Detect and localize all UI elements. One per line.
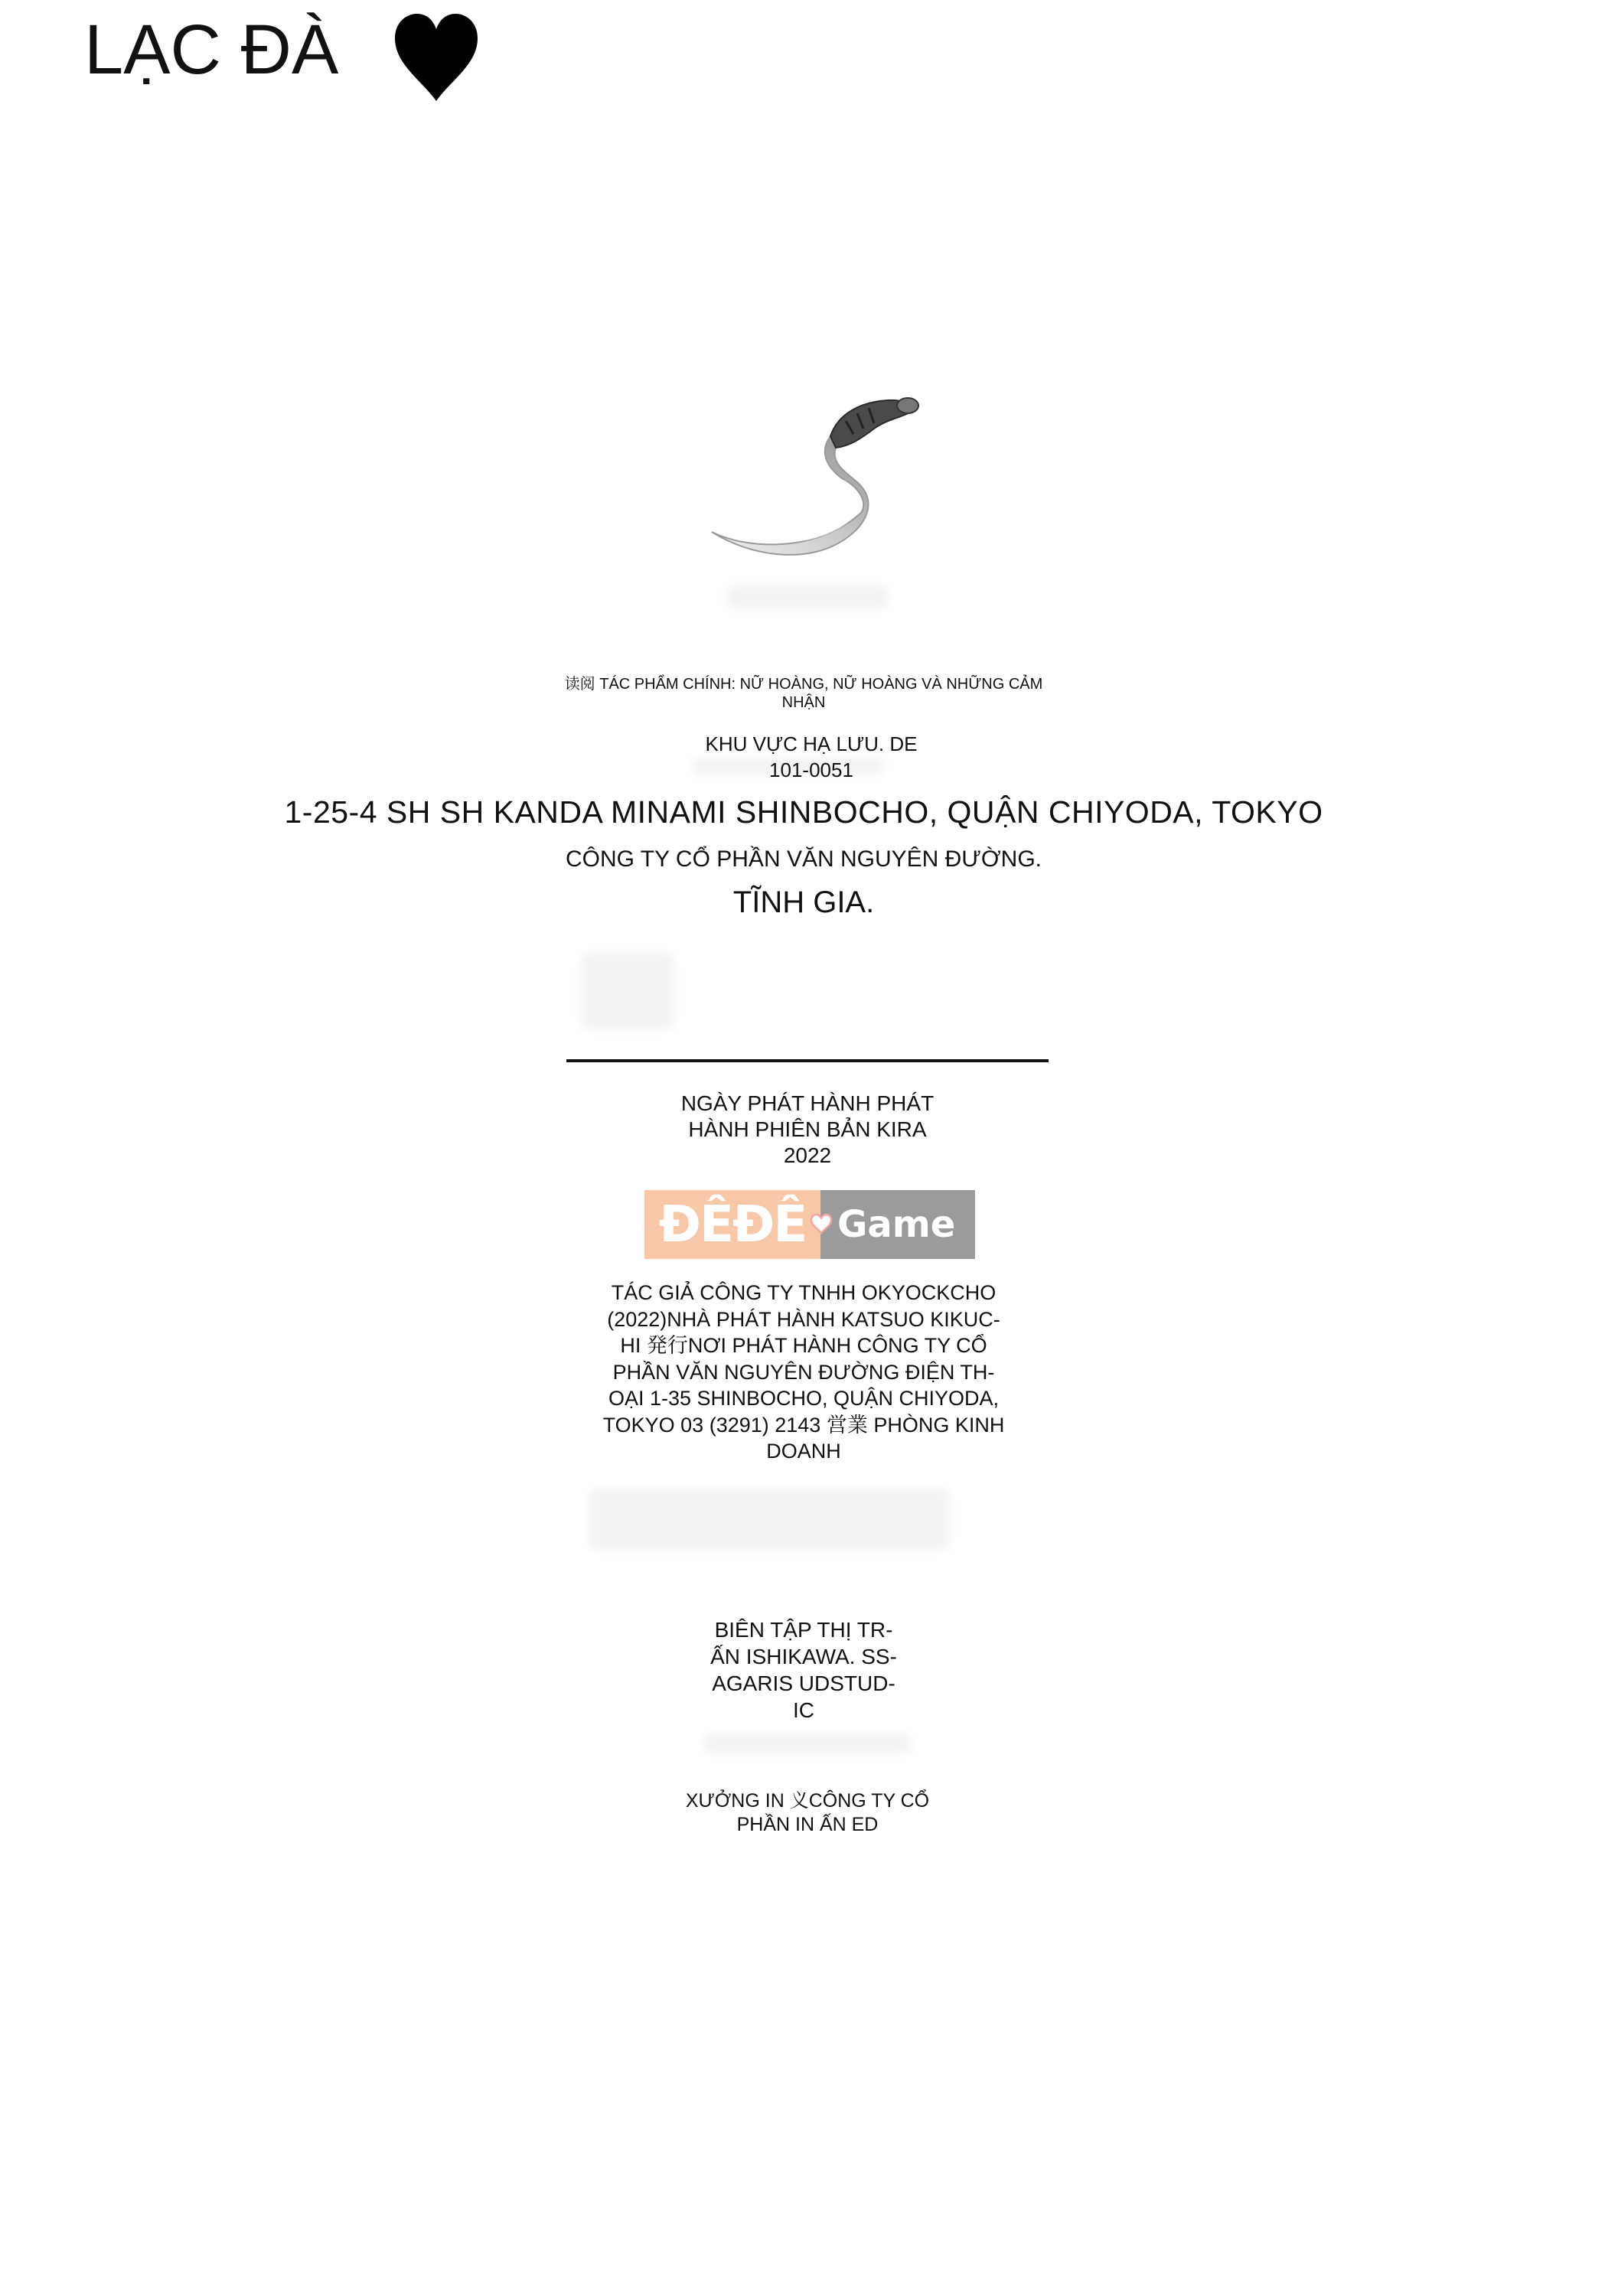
credit-line: 读阅 TÁC PHẨM CHÍNH: NỮ HOÀNG, NỮ HOÀNG VÀ NHỮNG CẢM NHẬN (564, 676, 1043, 711)
author-line: DOANH (766, 1440, 841, 1463)
logo-left-panel (644, 1190, 820, 1259)
region-block (651, 731, 972, 783)
release-line: NGÀY PHÁT HÀNH PHÁT (680, 1091, 935, 1115)
editor-info (689, 1616, 918, 1724)
release-line: HÀNH PHIÊN BẢN KIRA (688, 1117, 927, 1141)
logo-left-text: ĐÊĐÊ (658, 1195, 807, 1254)
faint-smudge (727, 585, 888, 608)
author-line: HI 発行NƠI PHÁT HÀNH CÔNG TY CỔ (620, 1334, 987, 1357)
editor-line: BIÊN TẬP THỊ TR- (714, 1618, 893, 1642)
logo-right-panel (820, 1190, 975, 1259)
publisher-logo (644, 1190, 975, 1259)
author-line: OẠI 1-35 SHINBOCHO, QUẬN CHIYODA, (608, 1387, 1000, 1410)
author-line: PHẦN VĂN NGUYÊN ĐƯỜNG ĐIỆN TH- (612, 1360, 995, 1384)
author-info (589, 1280, 1018, 1465)
heart-icon (392, 12, 481, 103)
tinh-gia-label: TĨNH GIA. (732, 885, 875, 919)
author-line: (2022)NHÀ PHÁT HÀNH KATSUO KIKUC- (607, 1307, 1000, 1331)
editor-line: IC (793, 1698, 814, 1722)
logo-right-text: Game (837, 1203, 956, 1246)
title-text: LẠC ĐÀ (84, 11, 339, 89)
faint-smudge (582, 953, 674, 1029)
release-year: 2022 (783, 1143, 832, 1167)
printer-info (666, 1789, 949, 1837)
faint-smudge (589, 1489, 949, 1550)
region-label: KHU VỰC HẠ LƯU. DE (705, 732, 918, 755)
editor-line: ẤN ISHIKAWA. SS- (710, 1645, 897, 1668)
printer-line: XƯỞNG IN 义CÔNG TY CỔ (685, 1790, 930, 1812)
curved-knife-icon (704, 386, 926, 563)
author-line: TÁC GIẢ CÔNG TY TNHH OKYOCKCHO (611, 1281, 997, 1304)
release-info (651, 1091, 964, 1169)
logo-heart-icon (810, 1213, 833, 1234)
company-line: CÔNG TY CỔ PHẦN VĂN NGUYÊN ĐƯỜNG. (566, 846, 1042, 872)
page-title (0, 0, 444, 99)
address-line: 1-25-4 SH SH KANDA MINAMI SHINBOCHO, QUẬN CHIYODA, TOKYO (284, 794, 1323, 830)
title-underline (566, 1059, 1049, 1062)
postal-code: 101-0051 (769, 758, 853, 781)
editor-line: AGARIS UDSTUD- (712, 1671, 895, 1695)
author-line: TOKYO 03 (3291) 2143 営業 PHÒNG KINH (602, 1413, 1005, 1437)
faint-smudge (704, 1733, 911, 1753)
printer-line: PHẦN IN ẤN ED (736, 1814, 879, 1835)
